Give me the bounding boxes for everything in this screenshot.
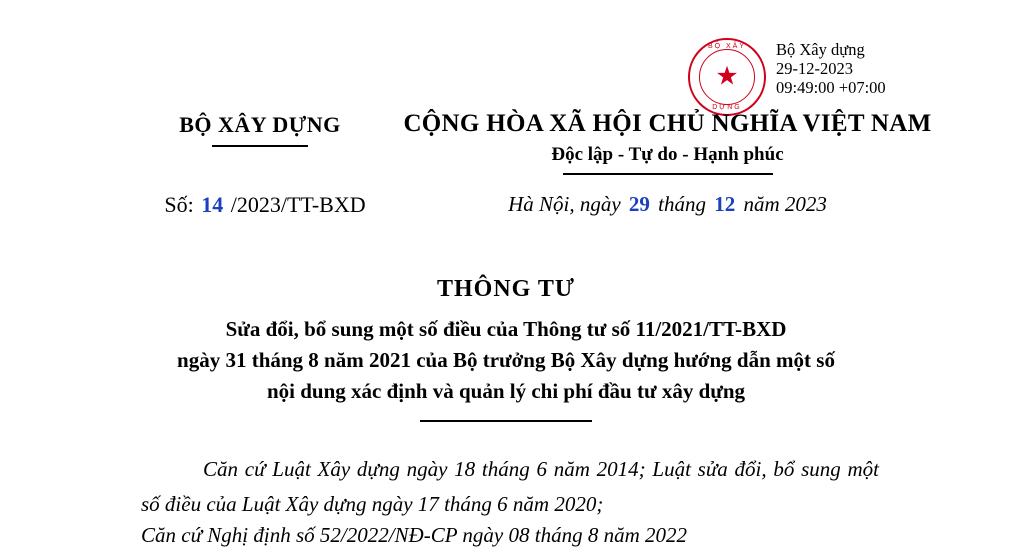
document-type-title: THÔNG TƯ [436,276,576,302]
seal-arc-top-text: BỘ XÂY [707,43,747,50]
body-paragraph-2-text: Căn cứ Nghị định số 52/2022/NĐ-CP ngày 08 tháng 8 năm 2022 [141,523,687,547]
date-day: 29 [628,192,650,216]
place-prefix: Hà Nội, ngày [508,192,621,216]
title-underline [420,420,592,422]
document-subject-line-2: ngày 31 tháng 8 năm 2021 của Bộ trưởng Bộ Xây dựng hướng dẫn một số [177,348,835,372]
document-subject [106,314,906,407]
document-body [141,452,879,522]
digital-signature-block [688,38,886,116]
seal-star-icon: ★ [715,61,739,91]
organization-underline [212,145,308,147]
national-motto: Độc lập - Tự do - Hạnh phúc [551,144,784,165]
month-label: tháng [658,192,706,216]
body-paragraph-2-clipped [141,518,879,547]
date-year: 2023 [784,192,827,216]
motto-underline [563,173,773,175]
document-number-suffix: /2023/TT-BXD [230,192,366,217]
organization-name: BỘ XÂY DỰNG [179,112,341,137]
signature-details [776,38,886,97]
document-subject-line-3: nội dung xác định và quản lý chi phí đầu tư xây dựng [266,379,746,403]
body-paragraph-1: Căn cứ Luật Xây dựng ngày 18 tháng 6 năm 2014; Luật sửa đổi, bổ sung một số điều của Luật Xây dựng ngày 17 tháng 6 năm 2020; [141,457,879,516]
document-subject-line-1: Sửa đổi, bổ sung một số điều của Thông tư số 11/2021/TT-BXD [225,317,787,341]
signature-signer: Bộ Xây dựng [776,40,865,59]
national-heading [400,110,935,175]
document-number-value: 14 [201,192,224,217]
signature-time: 09:49:00 +07:00 [776,78,886,97]
document-number-prefix: Số: [164,192,194,217]
issuing-organization [130,112,390,147]
national-seal-icon [688,38,766,116]
place-and-date [400,192,935,217]
signature-date: 29-12-2023 [776,59,853,78]
date-month: 12 [714,192,736,216]
seal-arc-bottom-text: DỰNG [712,104,742,111]
country-name: CỘNG HÒA XÃ HỘI CHỦ NGHĨA VIỆT NAM [403,110,932,137]
document-number [130,192,400,218]
year-label: năm [743,192,780,216]
